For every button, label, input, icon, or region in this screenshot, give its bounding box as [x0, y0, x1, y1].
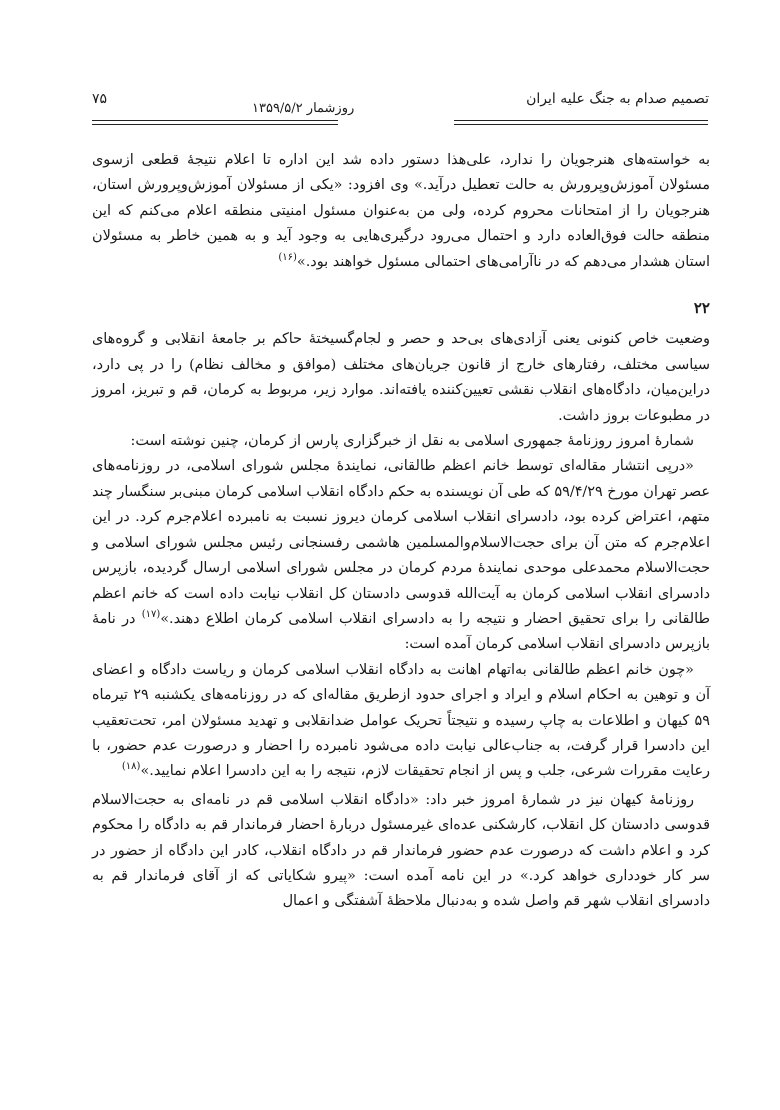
- paragraph: روزنامهٔ کیهان نیز در شمارهٔ امروز خبر داد: «دادگاه انقلاب اسلامی قم در نامه‌ای به حجت‌الاسلام قدوسی دادستان کل انقلاب، کارشکنی عده‌ای غیرمسئول دربارهٔ احضار فرماندار قم به دادگاه را محکوم کرد و اعلام داشت که درصورت عدم حضور فرماندار قم در دادگاه انقلاب، کادر این دادگاه از حضور در سر کار خودداری خواهد کرد.» در این نامه آمده است: «پیرو شکایاتی که از آقای فرماندار قم به دادسرای انقلاب شهر قم واصل شده و به‌دنبال ملاحظهٔ آشفتگی و اعمال: [92, 791, 710, 910]
- header-rule-right: [454, 120, 708, 125]
- page-number: ۷۵: [92, 91, 108, 107]
- quoted-paragraph: «درپی انتشار مقاله‌ای توسط خانم اعظم طالقانی، نمایندهٔ مجلس شورای اسلامی، در روزنامه‌های عصر تهران مورخ ۵۹/۴/۲۹ که طی آن نویسنده به حکم دادگاه انقلاب اسلامی کرمان مبنی‌بر سنگسار چند متهم، اعتراض کرده بود، دادسرای انقلاب اسلامی کرمان دیروز نسبت به نامبرده اعلام‌جرم کرد. در این اعلام‌جرم که متن آن برای حجت‌الاسلام‌والمسلمین هاشمی رفسنجانی رئیس مجلس شورای اسلامی و حجت‌الاسلام محمدعلی موحدی نمایندهٔ مردم کرمان در مجلس شورای اسلامی ارسال گردیده، بازپرس دادسرای انقلاب اسلامی کرمان به آیت‌الله قدوسی دادستان کل انقلاب نیابت داده است که خانم اعظم طالقانی را برای تحقیق احضار و نتیجه را به دادسرای انقلاب اسلامی کرمان اطلاع دهند.»$^{(۱۷)}$ در نامهٔ بازپرس دادسرای انقلاب اسلامی کرمان آمده است:: [92, 458, 710, 653]
- header-rule-left: [92, 120, 338, 125]
- paragraph: وضعیت خاص کنونی یعنی آزادی‌های بی‌حد و حصر و لجام‌گسیختهٔ حاکم بر جامعهٔ انقلابی و گروه‌های سیاسی مختلف، رفتارهای خارج از قانون جریان‌های مختلف (موافق و مخالف نظام) را در پی دارد، دراین‌میان، دادگاه‌های انقلاب نقشی تعیین‌کننده یافته‌اند. موارد زیر، مربوط به کرمان، قم و تبریز، امروز در مطبوعات بروز داشت.: [92, 331, 710, 424]
- footnote-reference: (۱۷): [141, 609, 161, 621]
- paragraph: به خواسته‌های هنرجویان را ندارد، علی‌هذا دستور داده شد این اداره تا اعلام نتیجهٔ قطعی ازسوی مسئولان آموزش‌وپرورش به حالت تعطیل درآید.» وی افزود: «یکی از مسئولان آموزش‌وپرورش استان، هنرجویان را از امتحانات محروم کرده، ولی من به‌عنوان مسئول امنیتی منطقه اعلام می‌کنم که این منطقه حالت فوق‌العاده دارد و احتمال می‌رود درگیری‌هایی به وجود آید و به همین خاطر به مسئولان استان هشدار می‌دهم که در ناآرامی‌های احتمالی مسئول خواهند بود.»$^{(۱۶)}$: [92, 152, 710, 270]
- section-number: ۲۲: [693, 299, 710, 318]
- book-title: تصمیم صدام به جنگ علیه ایران: [526, 91, 709, 107]
- footnote-reference: (۱۸): [121, 761, 141, 773]
- footnote-reference: (۱۶): [278, 251, 297, 263]
- paragraph: شمارهٔ امروز روزنامهٔ جمهوری اسلامی به نقل از خبرگزاری پارس از کرمان، چنین نوشته است:: [130, 433, 694, 450]
- chronicle-date: روزشمار ۱۳۵۹/۵/۲: [252, 101, 355, 116]
- quoted-paragraph: «چون خانم اعظم طالقانی به‌اتهام اهانت به دادگاه انقلاب اسلامی کرمان و ریاست دادگاه و اعضای آن و توهین به احکام اسلام و ایراد و اجرای حدود ازطریق مقاله‌ای که در روزنامه‌های یکشنبه ۲۹ تیرماه ۵۹ کیهان و اطلاعات به چاپ رسیده و نتیجتاً تحریک عوامل ضدانقلابی و تهدید مسئولان امر، تحت‌تعقیب این دادسرا قرار گرفت، به جناب‌عالی نیابت داده می‌شود نامبرده را احضار و درصورت عدم حضور، با رعایت مقررات شرعی، جلب و پس از انجام تحقیقات لازم، نتیجه را به این دادسرا اعلام نمایید.»$^{(۱۸)}$: [92, 661, 711, 780]
- body-text: [92, 148, 710, 915]
- running-header: [92, 91, 709, 117]
